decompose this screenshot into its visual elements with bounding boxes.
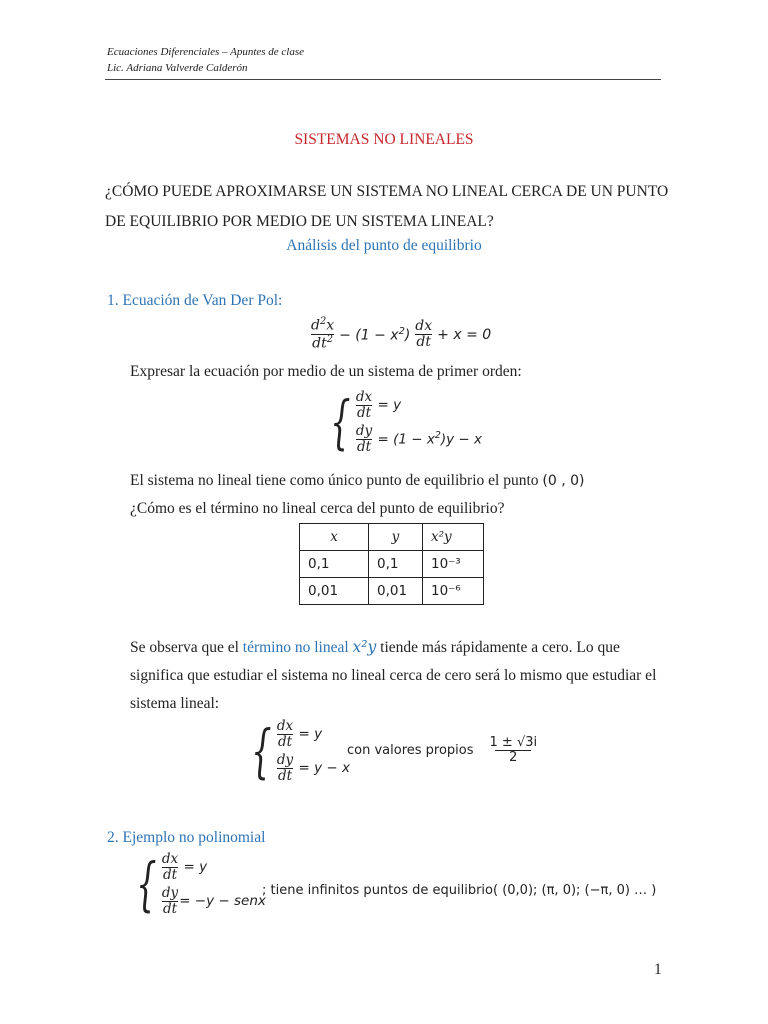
header-rule (105, 79, 661, 80)
table-cell: 0,1 (369, 551, 423, 578)
nonlinear-term-question: ¿Cómo es el término no lineal cerca del punto de equilibrio? (130, 500, 505, 517)
table-cell: 10⁻³ (423, 551, 484, 578)
nonlinear-term-highlight: término no lineal (242, 639, 349, 656)
table-cell: 10⁻⁶ (423, 578, 484, 605)
first-order-system: { $\frac{dx}{dt}$ = y $\frac{dy}{dt}$ = $(1 - x^2)y - x$ (330, 388, 483, 457)
linear-system: { $\frac{dx}{dt}$ = y $\frac{dy}{dt}$ = y − x (251, 717, 350, 786)
unique-equilibrium-text: El sistema no lineal tiene como único punto de equilibrio el punto (0 , 0) (130, 472, 585, 489)
table-header-y: y (369, 524, 423, 551)
brace-icon: { (136, 850, 157, 919)
page-number: 1 (654, 961, 662, 978)
nonlinear-term-expression: x²y (352, 638, 377, 656)
table-header-x2y: x²y (423, 524, 484, 551)
section-1-heading: 1. Ecuación de Van Der Pol: (107, 292, 283, 309)
table-row (300, 578, 484, 605)
brace-icon: { (251, 717, 272, 786)
equilibrium-point: (0 , 0) (542, 473, 585, 489)
page-title: SISTEMAS NO LINEALES (294, 131, 474, 148)
table-header-x: x (300, 524, 369, 551)
eigen-fraction: $\frac{1 \pm √3i}{2}$ (489, 735, 538, 766)
table-row (300, 551, 484, 578)
values-table (299, 523, 484, 605)
nonpolynomial-system: { $\frac{dx}{dt}$ = y $\frac{dy}{dt}$ = −y − senx (136, 850, 266, 919)
table-cell: 0,01 (369, 578, 423, 605)
van-der-pol-equation: $\frac{d^2x}{dt^2}$ − $(1 - x^2)$ $\frac{dx}{dt}$ + x = 0 (311, 316, 492, 352)
header-course: Ecuaciones Diferenciales – Apuntes de clase (107, 46, 305, 58)
eigenvalues (347, 736, 539, 766)
table-cell: 0,1 (300, 551, 369, 578)
express-text: Expresar la ecuación por medio de un sistema de primer orden: (130, 363, 522, 380)
brace-icon: { (330, 388, 351, 457)
section-2-heading: 2. Ejemplo no polinomial (107, 829, 266, 846)
table-cell: 0,01 (300, 578, 369, 605)
observation-line-1: Se observa que el término no lineal x²y tiende más rápidamente a cero. Lo que (130, 638, 620, 656)
observation-line-2: significa que estudiar el sistema no lineal cerca de cero será lo mismo que estudiar el (130, 667, 657, 684)
question-line-1: ¿CÓMO PUEDE APROXIMARSE UN SISTEMA NO LINEAL CERCA DE UN PUNTO (105, 183, 669, 200)
eigen-label: con valores propios (347, 743, 474, 759)
question-line-2: DE EQUILIBRIO POR MEDIO DE UN SISTEMA LINEAL? (105, 213, 494, 230)
table-header-row (300, 524, 484, 551)
observation-line-3: sistema lineal: (130, 695, 220, 712)
infinite-equilibria-text: ; tiene infinitos puntos de equilibrio( (0,0); (π, 0); (−π, 0) … ) (262, 883, 657, 898)
subtitle: Análisis del punto de equilibrio (286, 237, 482, 254)
header-author: Lic. Adriana Valverde Calderón (107, 62, 248, 74)
